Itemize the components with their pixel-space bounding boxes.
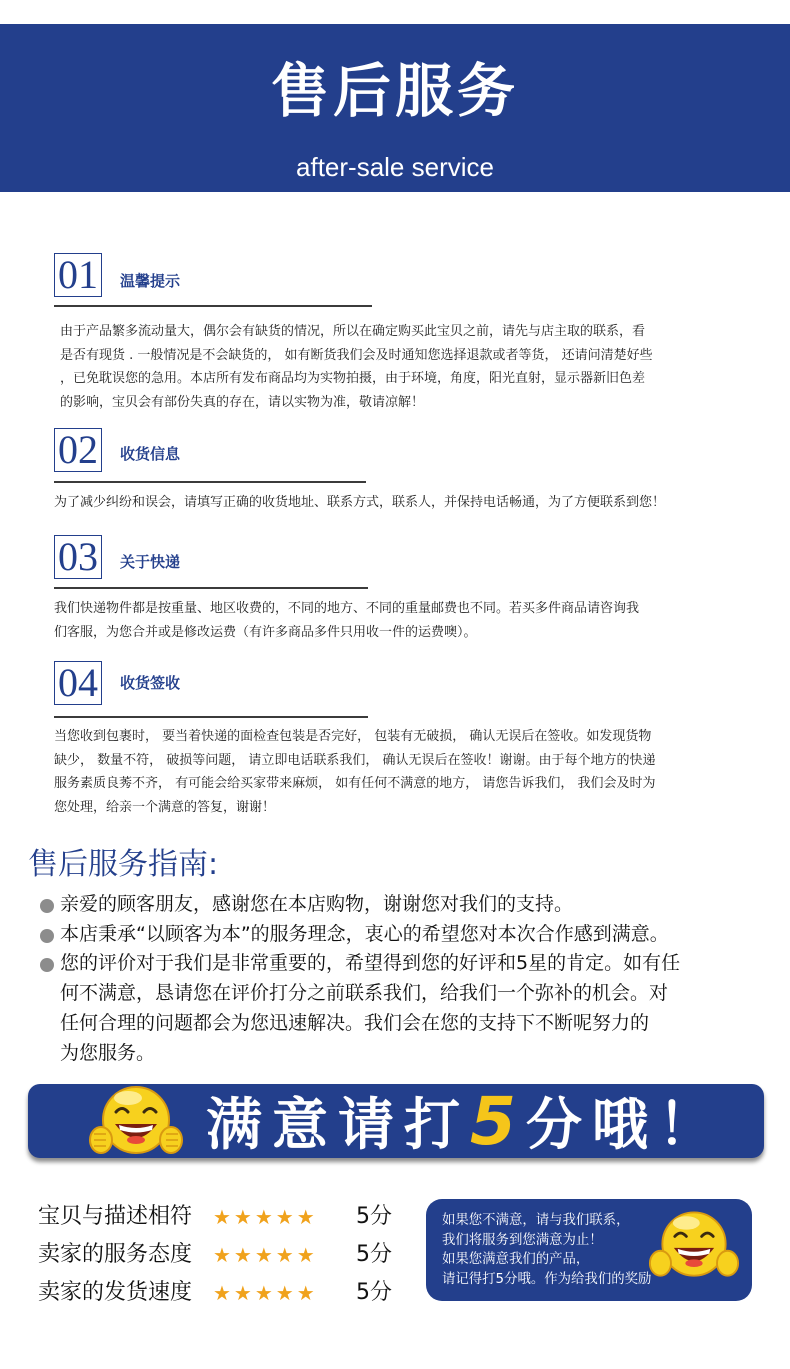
banner-text-after: 分哦！ — [525, 1093, 724, 1158]
note-line: 我们将服务到您满意为止！ — [442, 1232, 603, 1248]
note-line: 如果您满意我们的产品， — [442, 1252, 590, 1267]
section-divider — [54, 305, 372, 307]
star-icon: ★★★★★ — [213, 1205, 318, 1229]
banner-text — [206, 1083, 724, 1160]
page-title: 售后服务 — [270, 57, 519, 125]
bullet-icon — [40, 958, 54, 972]
section-body — [54, 491, 665, 515]
section-divider — [54, 587, 368, 589]
banner-text-before: 满意请打 — [206, 1093, 470, 1158]
rating-row — [38, 1274, 398, 1312]
rating-score: 5分 — [356, 1280, 392, 1305]
rating-score: 5分 — [356, 1204, 392, 1229]
section-title: 收货信息 — [120, 445, 181, 463]
rating-row — [38, 1198, 398, 1236]
guide-line: 任何合理的问题都会为您迅速解决。我们会在您的支持下不断呢努力的 — [60, 1011, 650, 1034]
note-box — [426, 1199, 752, 1301]
list-item — [36, 949, 776, 1068]
guide-line: 亲爱的顾客朋友，感谢您在本店购物，谢谢您对我们的支持。 — [60, 893, 574, 915]
body-line: 当您收到包裹时， 要当着快递的面检查包装是否完好， 包装有无破损， 确认无误后在签收。如发现货物 — [54, 729, 652, 744]
laughing-smiley-icon — [648, 1205, 740, 1285]
body-line: 服务素质良莠不齐， 有可能会给买家带来麻烦， 如有任何不满意的地方， 请您告诉我们， 我们会及时为 — [54, 776, 656, 791]
body-line: 由于产品繁多流动量大，偶尔会有缺货的情况，所以在确定购买此宝贝之前，请先与店主取的联系，看 — [60, 324, 646, 339]
guide-title: 售后服务指南: — [28, 847, 219, 882]
rating-row — [38, 1236, 398, 1274]
guide-list — [36, 890, 776, 1068]
list-item — [36, 920, 776, 950]
header-banner — [0, 24, 790, 192]
body-line: 的影响，宝贝会有部份失真的存在，请以实物为准，敬请凉解！ — [60, 394, 425, 410]
body-line: 为了减少纠纷和误会，请填写正确的收货地址、联系方式，联系人，并保持电话畅通，为了方便联系到您！ — [54, 495, 666, 510]
body-line: 缺少， 数量不符， 破损等问题， 请立即电话联系我们， 确认无误后在签收！谢谢。由于每个地方的快递 — [54, 752, 656, 768]
section-title: 收货签收 — [120, 674, 181, 692]
star-icon: ★★★★★ — [213, 1243, 318, 1267]
guide-line: 为您服务。 — [60, 1041, 156, 1064]
guide-line: 您的评价对于我们是非常重要的，希望得到您的好评和5星的肯定。如有任 — [60, 952, 681, 975]
section-number: 02 — [54, 428, 102, 472]
section-number: 03 — [54, 535, 102, 579]
section-title: 温馨提示 — [120, 272, 181, 290]
bullet-icon — [40, 899, 54, 913]
rating-label: 宝贝与描述相符 — [38, 1204, 193, 1229]
ratings-list — [38, 1198, 398, 1312]
body-line: 您处理，给亲一个满意的答复，谢谢！ — [54, 799, 276, 815]
section-title: 关于快递 — [120, 553, 181, 571]
body-line: 我们快递物件都是按重量、地区收费的，不同的地方、不同的重量邮费也不同。若买多件商品请咨询我 — [54, 601, 640, 616]
section-body — [54, 597, 639, 644]
star-icon: ★★★★★ — [213, 1281, 318, 1305]
list-item — [36, 890, 776, 920]
banner-number: 5 — [470, 1083, 526, 1160]
guide-line: 本店秉承“以顾客为本”的服务理念，衷心的希望您对本次合作感到满意。 — [60, 922, 669, 945]
rating-label: 卖家的服务态度 — [38, 1242, 193, 1267]
body-line: 是否有现货 . 一般情况是不会缺货的， 如有断货我们会及时通知您选择退款或者等货， 还请问清楚好些 — [60, 347, 653, 363]
note-line: 如果您不满意，请与我们联系， — [442, 1213, 630, 1228]
section-divider — [54, 716, 368, 718]
section-number: 01 — [54, 253, 102, 297]
note-text — [442, 1211, 651, 1289]
guide-line: 何不满意，恳请您在评价打分之前联系我们，给我们一个弥补的机会。对 — [60, 982, 669, 1005]
note-line: 请记得打5分哦。作为给我们的奖励 — [442, 1271, 652, 1287]
section-body — [60, 320, 653, 414]
section-body — [54, 725, 656, 819]
section-divider — [54, 481, 366, 483]
page-subtitle: after-sale service — [296, 152, 494, 182]
laughing-smiley-icon — [88, 1080, 184, 1162]
rating-score: 5分 — [356, 1242, 392, 1267]
rating-banner — [28, 1084, 764, 1158]
section-number: 04 — [54, 661, 102, 705]
body-line: 们客服，为您合并或是修改运费（有许多商品多件只用收一件的运费噢）。 — [54, 624, 477, 640]
bullet-icon — [40, 929, 54, 943]
rating-label: 卖家的发货速度 — [38, 1280, 193, 1305]
body-line: ，已免耽误您的急用。本店所有发布商品均为实物拍摄，由于环境，角度，阳光直射，显示器新旧色差 — [60, 371, 646, 386]
